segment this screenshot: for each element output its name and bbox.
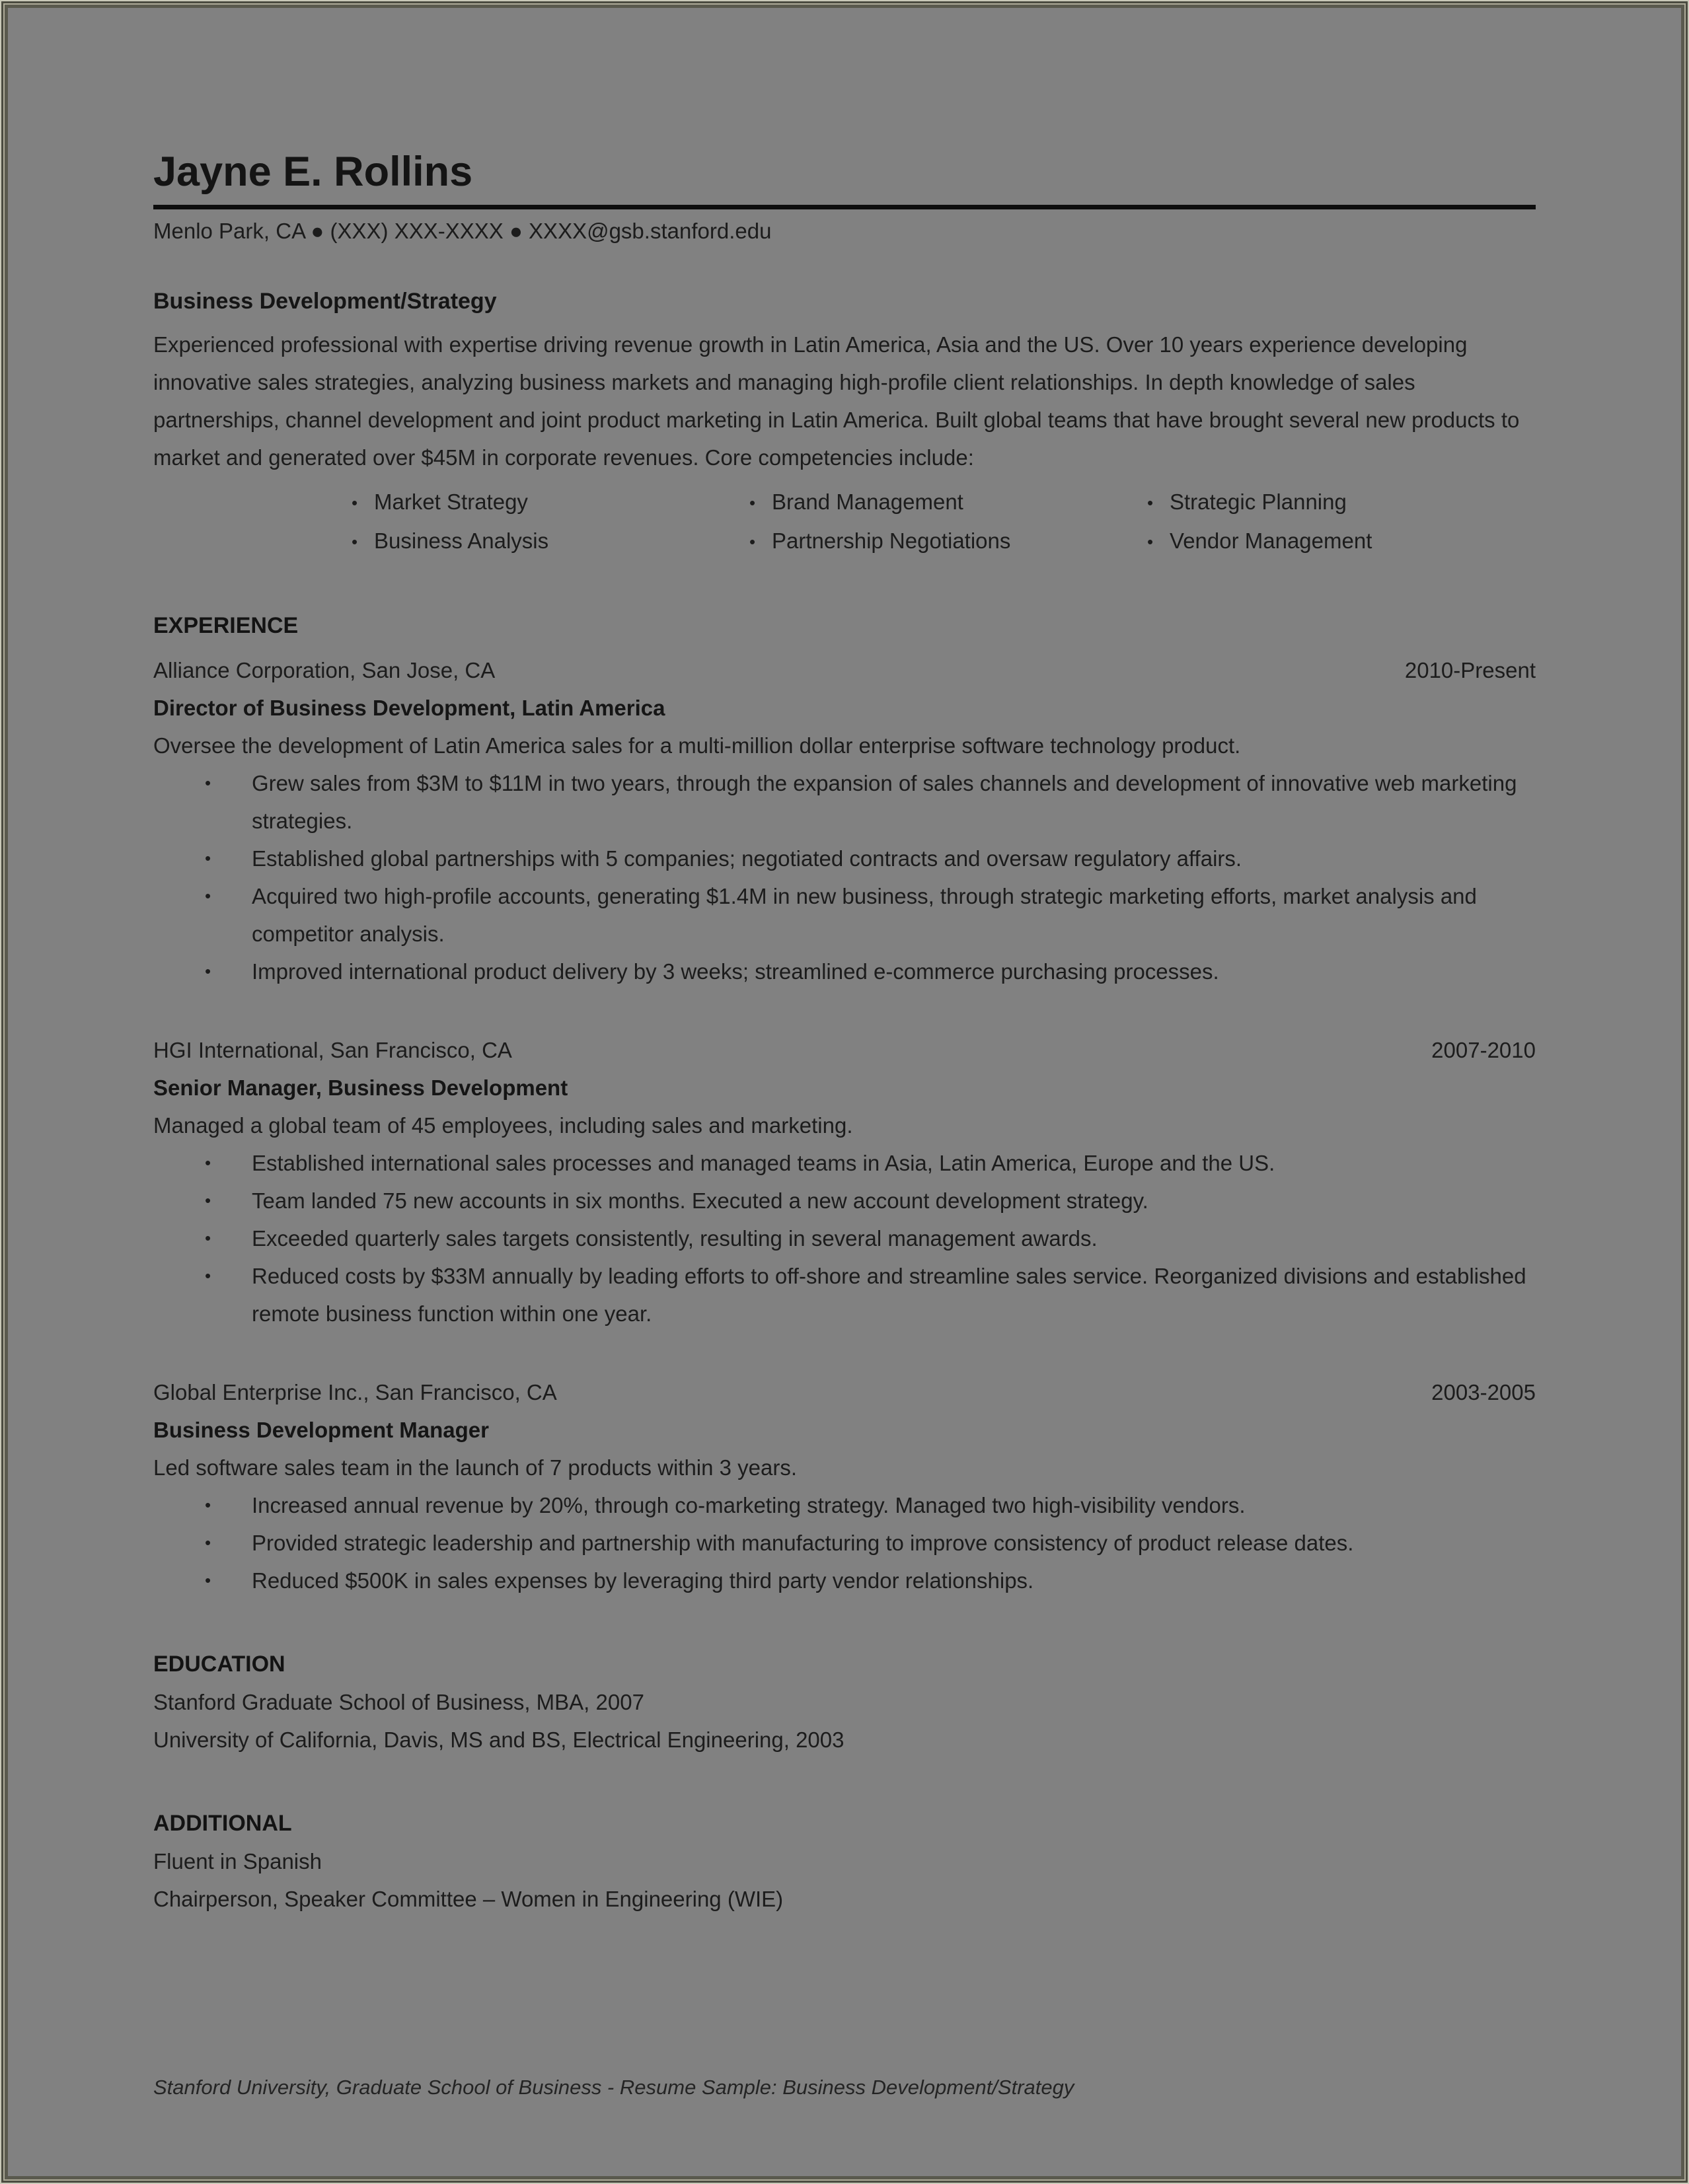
section-heading-additional: ADDITIONAL — [153, 1811, 292, 1836]
additional-item: Fluent in Spanish — [153, 1849, 322, 1874]
job-bullet — [205, 1144, 1536, 1182]
competency-item — [352, 483, 749, 522]
summary-text: Experienced professional with expertise driving revenue growth in Latin America, Asia and the US. Over 10 years experience developing innovative sales strategies, analyzing business markets and managing high-profile client relationships. In depth knowledge of sales partnerships, channel development and joint product marketing in Latin America. Built global teams that have brought several new products to market and generated over $45M in corporate revenues. Core competencies include: — [153, 332, 1520, 470]
competencies-grid — [153, 483, 1536, 561]
job-bullet-text: Established global partnerships with 5 companies; negotiated contracts and oversaw regulatory affairs. — [252, 846, 1242, 871]
bullet-icon: • — [205, 848, 211, 868]
competency-item — [749, 483, 1147, 522]
job-bullet-text: Team landed 75 new accounts in six months. Executed a new account development strategy. — [252, 1188, 1148, 1213]
bullet-icon: • — [1147, 532, 1154, 552]
section-heading-experience: EXPERIENCE — [153, 613, 299, 638]
footer-caption: Stanford University, Graduate School of Business - Resume Sample: Business Development/Strategy — [153, 2076, 1074, 2099]
competencies-column-3 — [1147, 483, 1545, 561]
education-item: Stanford Graduate School of Business, MBA, 2007 — [153, 1690, 644, 1714]
job-bullet — [205, 1257, 1536, 1332]
job-title: Senior Manager, Business Development — [153, 1075, 568, 1100]
job-bullet-text: Provided strategic leadership and partnership with manufacturing to improve consistency of product release dates. — [252, 1531, 1354, 1555]
bullet-icon: • — [205, 1228, 211, 1248]
competency-label: Partnership Negotiations — [772, 528, 1011, 553]
job-bullet — [205, 953, 1536, 990]
job-bullet — [205, 877, 1536, 953]
job-bullet-text: Reduced $500K in sales expenses by leveraging third party vendor relationships. — [252, 1568, 1034, 1593]
job-bullet-list — [153, 1486, 1536, 1599]
bullet-icon: • — [749, 493, 756, 513]
additional-item: Chairperson, Speaker Committee – Women in Engineering (WIE) — [153, 1887, 784, 1911]
job-bullet — [205, 764, 1536, 840]
header-rule — [153, 205, 1536, 209]
job-company: Global Enterprise Inc., San Francisco, CA — [153, 1380, 557, 1404]
bullet-icon: • — [205, 1190, 211, 1210]
competency-label: Business Analysis — [374, 528, 549, 553]
competencies-column-1 — [352, 483, 749, 561]
bullet-icon: • — [205, 1570, 211, 1590]
job-bullet — [205, 1486, 1536, 1524]
bullet-icon: • — [205, 886, 211, 906]
bullet-icon: • — [205, 961, 211, 981]
competency-item — [1147, 522, 1545, 561]
job-bullet-list — [153, 1144, 1536, 1332]
job-bullet — [205, 1182, 1536, 1219]
job-global-enterprise — [153, 1373, 1536, 1599]
competencies-column-2 — [749, 483, 1147, 561]
candidate-name: Jayne E. Rollins — [153, 149, 473, 195]
job-bullet — [205, 1524, 1536, 1562]
job-bullet-text: Increased annual revenue by 20%, through co-marketing strategy. Managed two high-visibility vendors. — [252, 1493, 1246, 1517]
competency-item — [1147, 483, 1545, 522]
competency-label: Market Strategy — [374, 490, 528, 514]
summary-title: Business Development/Strategy — [153, 289, 497, 314]
job-title: Director of Business Development, Latin America — [153, 696, 665, 720]
bullet-icon: • — [205, 773, 211, 793]
job-bullet-text: Acquired two high-profile accounts, generating $1.4M in new business, through strategic marketing efforts, market analysis and competitor analysis. — [252, 884, 1477, 946]
job-summary: Oversee the development of Latin America sales for a multi-million dollar enterprise software technology product. — [153, 733, 1241, 758]
job-summary: Managed a global team of 45 employees, including sales and marketing. — [153, 1113, 853, 1138]
job-bullet — [205, 840, 1536, 877]
job-bullet-text: Reduced costs by $33M annually by leading efforts to off-shore and streamline sales service. Reorganized divisions and established remote business function within one year. — [252, 1264, 1526, 1326]
bullet-icon: • — [749, 532, 756, 552]
job-header — [153, 1373, 1536, 1411]
job-hgi-international — [153, 1031, 1536, 1332]
job-bullet-text: Established international sales processes and managed teams in Asia, Latin America, Europe and the US. — [252, 1151, 1275, 1175]
job-company: HGI International, San Francisco, CA — [153, 1038, 512, 1062]
job-dates: 2007-2010 — [1431, 1038, 1536, 1062]
job-title: Business Development Manager — [153, 1418, 489, 1442]
bullet-icon: • — [205, 1533, 211, 1552]
job-bullet — [205, 1562, 1536, 1599]
competency-item — [749, 522, 1147, 561]
job-bullet-text: Grew sales from $3M to $11M in two years, through the expansion of sales channels and development of innovative web marketing strategies. — [252, 771, 1517, 833]
job-bullet — [205, 1219, 1536, 1257]
job-header — [153, 651, 1536, 689]
job-summary: Led software sales team in the launch of 7 products within 3 years. — [153, 1455, 798, 1480]
competency-item — [352, 522, 749, 561]
job-bullet-text: Improved international product delivery by 3 weeks; streamlined e-commerce purchasing processes. — [252, 959, 1219, 984]
job-dates: 2010-Present — [1404, 658, 1536, 682]
bullet-icon: • — [352, 532, 358, 552]
competency-label: Strategic Planning — [1170, 490, 1347, 514]
job-dates: 2003-2005 — [1431, 1380, 1536, 1404]
contact-line: Menlo Park, CA ● (XXX) XXX-XXXX ● XXXX@gsb.stanford.edu — [153, 219, 772, 243]
job-header — [153, 1031, 1536, 1069]
competency-label: Brand Management — [772, 490, 963, 514]
bullet-icon: • — [205, 1495, 211, 1515]
bullet-icon: • — [1147, 493, 1154, 513]
competency-label: Vendor Management — [1170, 528, 1372, 553]
job-bullet-text: Exceeded quarterly sales targets consistently, resulting in several management awards. — [252, 1226, 1098, 1251]
bullet-icon: • — [352, 493, 358, 513]
bullet-icon: • — [205, 1266, 211, 1286]
section-heading-education: EDUCATION — [153, 1652, 285, 1677]
job-bullet-list — [153, 764, 1536, 990]
resume-content — [153, 0, 1536, 1918]
education-item: University of California, Davis, MS and BS, Electrical Engineering, 2003 — [153, 1728, 845, 1752]
job-company: Alliance Corporation, San Jose, CA — [153, 658, 496, 682]
bullet-icon: • — [205, 1153, 211, 1173]
job-alliance-corporation — [153, 651, 1536, 990]
